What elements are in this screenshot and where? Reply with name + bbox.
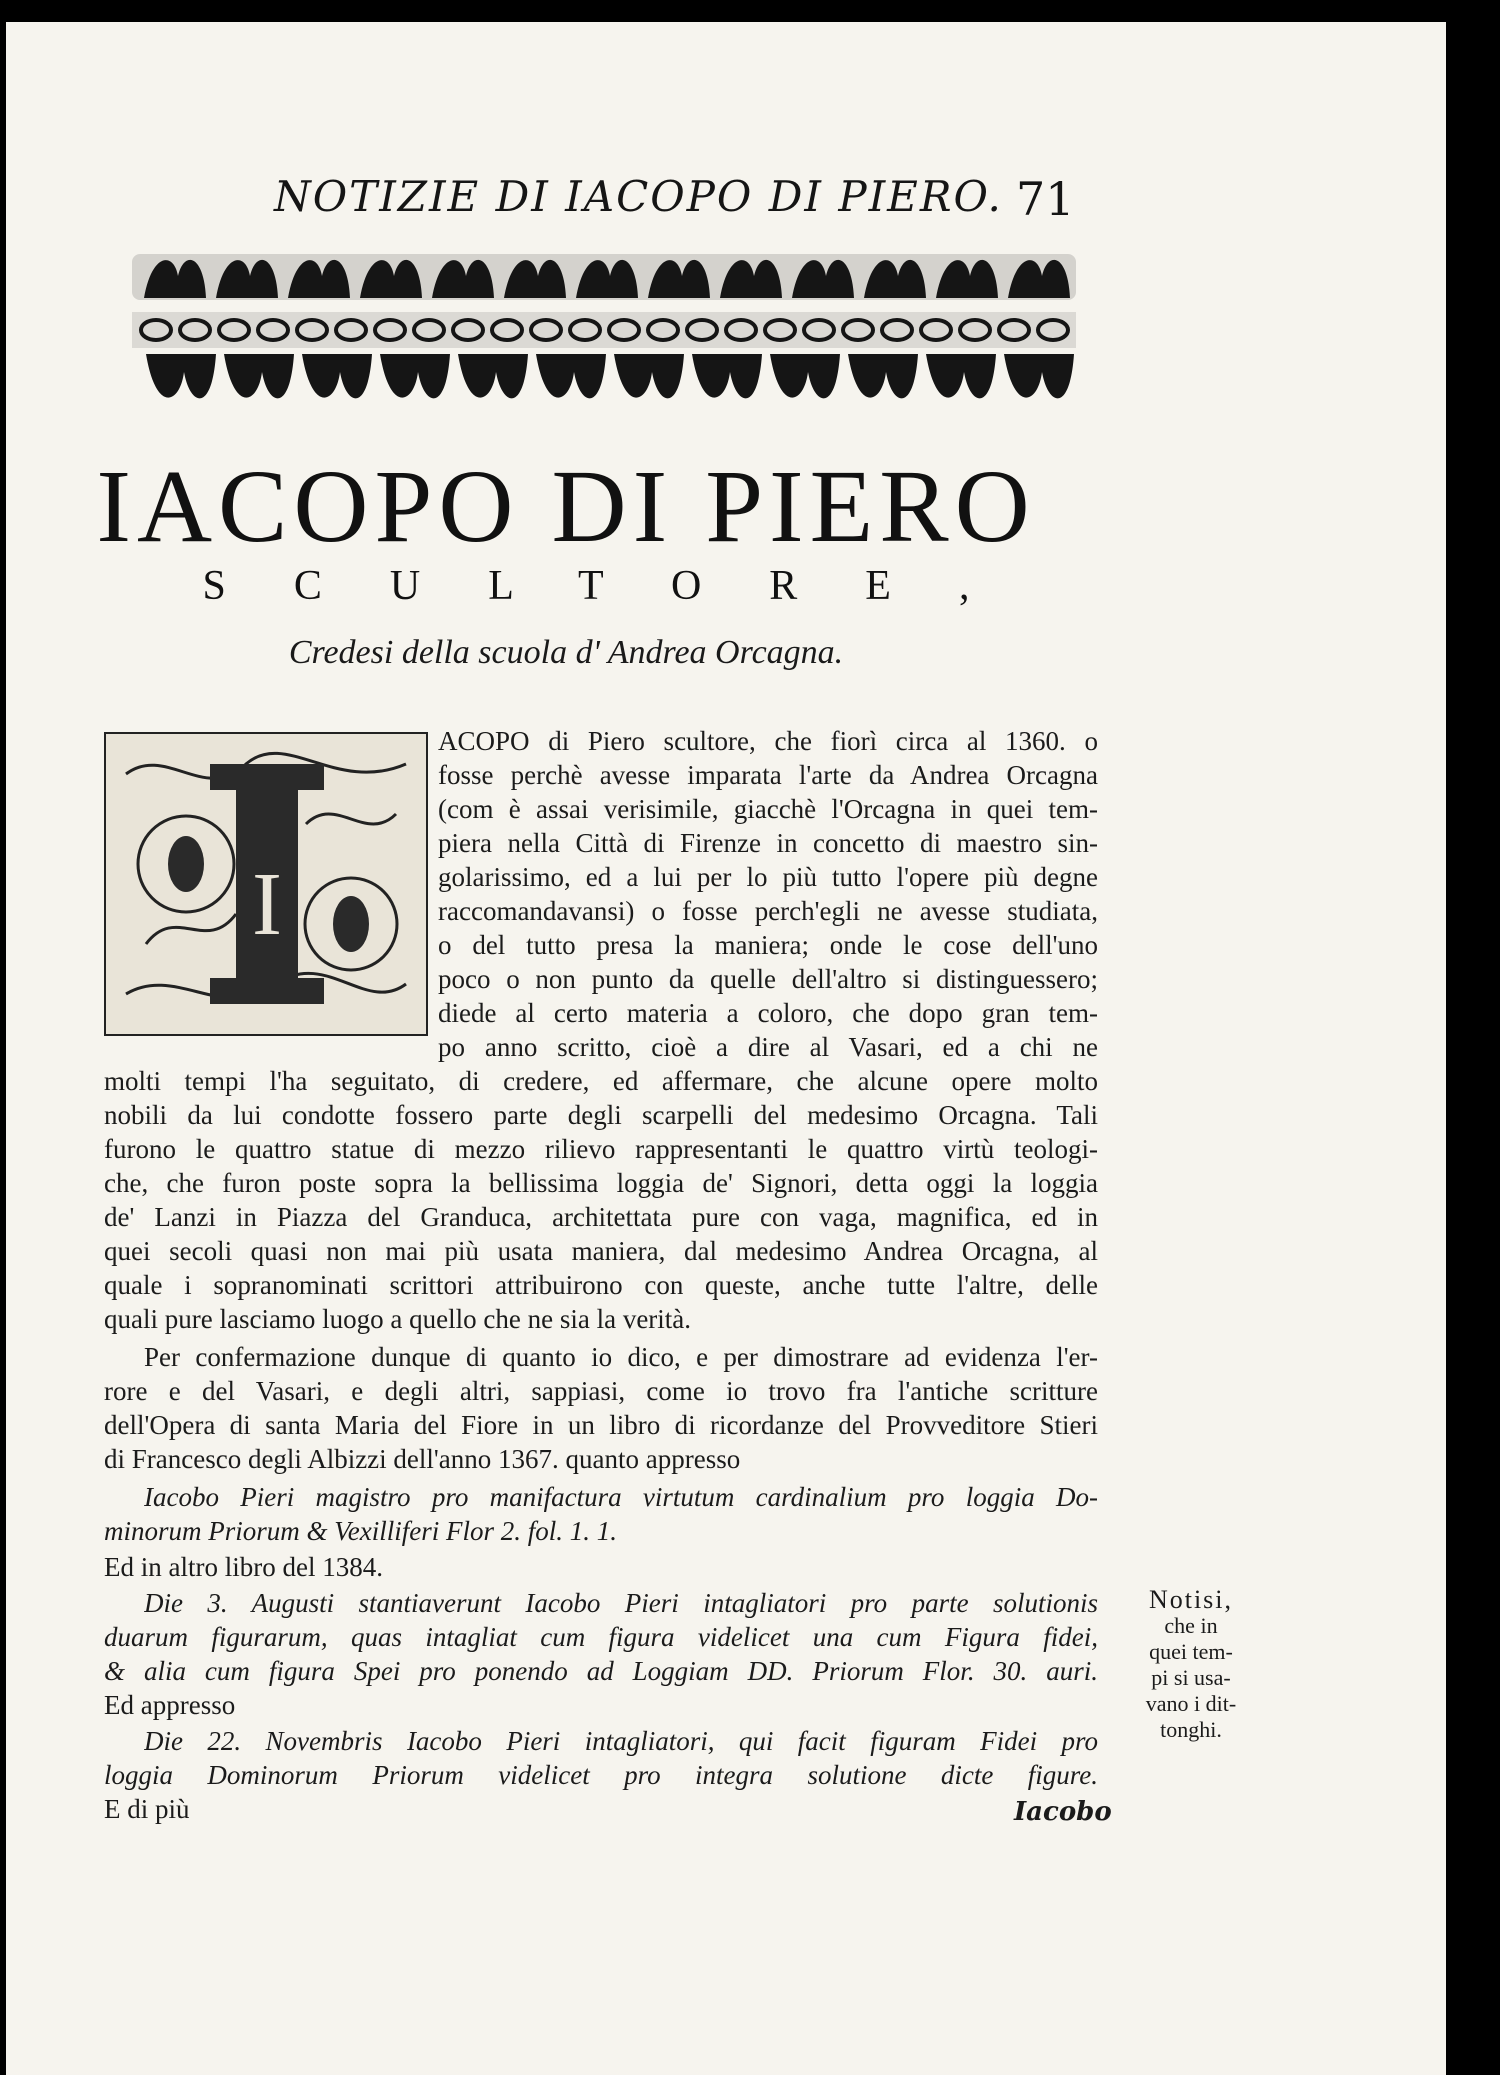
body-line: golarissimo, ed a lui per lo più tutto l'opere più degne (438, 862, 1098, 892)
quote-line: Die 22. Novembris Iacobo Pieri intagliatori, qui facit figuram Fidei pro (144, 1726, 1098, 1756)
initial-letter: I (252, 855, 282, 954)
marginal-note-line: vano i dit- (1145, 1691, 1237, 1716)
quote-line: loggia Dominorum Priorum videlicet pro integra solutione dicte figure. (104, 1760, 1098, 1790)
body-line: furono le quattro statue di mezzo rilievo rappresentanti le quattro virtù teologi- (104, 1134, 1098, 1164)
body-line: quei secoli quasi non mai più usata maniera, dal medesimo Andrea Orcagna, al (104, 1236, 1098, 1266)
body-line: di Francesco degli Albizzi dell'anno 1367. quanto appresso (104, 1444, 741, 1474)
book-page (6, 22, 1446, 2075)
body-text (6, 22, 1446, 2075)
body-line: fosse perchè avesse imparata l'arte da Andrea Orcagna (438, 760, 1098, 790)
quote-line: & alia cum figura Spei pro ponendo ad Loggiam DD. Priorum Flor. 30. auri. (104, 1656, 1098, 1686)
body-line: po anno scritto, cioè a dire al Vasari, ed a chi ne (438, 1032, 1098, 1062)
marginal-note-line: quei tem- (1149, 1639, 1233, 1664)
body-line: molti tempi l'ha seguitato, di credere, ed affermare, che alcune opere molto (104, 1066, 1098, 1096)
body-line: ACOPO di Piero scultore, che fiorì circa al 1360. o (438, 726, 1098, 756)
body-line: dell'Opera di santa Maria del Fiore in un libro di ricordanze del Provveditore Stieri (104, 1410, 1098, 1440)
body-line: piera nella Città di Firenze in concetto di maestro sin- (438, 828, 1098, 858)
marginal-note-line: pi si usa- (1151, 1665, 1231, 1690)
body-line: Ed appresso (104, 1690, 236, 1720)
body-line: quale i sopranominati scrittori attribuirono con queste, anche tutte l'altre, delle (104, 1270, 1098, 1300)
marginal-note-line: tonghi. (1160, 1717, 1222, 1742)
quote-line: duarum figurarum, quas intagliat cum figura videlicet una cum Figura fidei, (104, 1622, 1098, 1652)
catchword: Iacobo (1014, 1797, 1112, 1827)
body-line: diede al certo materia a coloro, che dopo gran tem- (438, 998, 1098, 1028)
body-line: rore e del Vasari, e degli altri, sappiasi, come io trovo fra l'antiche scritture (104, 1376, 1098, 1406)
body-line: Ed in altro libro del 1384. (104, 1552, 383, 1582)
body-line: nobili da lui condotte fossero parte degli scarpelli del medesimo Orcagna. Tali (104, 1100, 1098, 1130)
body-line: de' Lanzi in Piazza del Granduca, architettata pure con vaga, magnifica, ed in (104, 1202, 1098, 1232)
body-line: Per confermazione dunque di quanto io dico, e per dimostrare ad evidenza l'er- (144, 1342, 1098, 1372)
page-number: 71 (1016, 172, 1075, 226)
title-caption: Credesi della scuola d' Andrea Orcagna. (288, 634, 844, 671)
marginal-note-line: Notisi, (1148, 1585, 1234, 1614)
marginal-note (1136, 1587, 1246, 1743)
quote-line: minorum Priorum & Vexilliferi Flor 2. fol. 1. 1. (104, 1516, 617, 1546)
body-line: (com è assai verisimile, giacchè l'Orcagna in quei tem- (438, 794, 1098, 824)
body-line: E di più (104, 1794, 190, 1824)
body-line: poco o non punto da quelle dell'altro si distinguessero; (438, 964, 1098, 994)
body-line: raccomandavansi) o fosse perch'egli ne avesse studiata, (438, 896, 1098, 926)
quote-line: Iacobo Pieri magistro pro manifactura virtutum cardinalium pro loggia Do- (144, 1482, 1098, 1512)
quote-line: Die 3. Augusti stantiaverunt Iacobo Pieri intagliatori pro parte solutionis (144, 1588, 1098, 1618)
body-line: quali pure lasciamo luogo a quello che ne sia la verità. (104, 1304, 692, 1334)
running-head: NOTIZIE DI IACOPO DI PIERO. (274, 172, 1003, 221)
body-line: che, che furon poste sopra la bellissima loggia de' Signori, detta oggi la loggia (104, 1168, 1098, 1198)
marginal-note-line: che in (1164, 1613, 1218, 1638)
page-title: IACOPO DI PIERO (96, 449, 1036, 564)
body-line: o del tutto presa la maniera; onde le cose dell'uno (438, 930, 1098, 960)
page-subtitle: SCULTORE, (202, 563, 1038, 609)
